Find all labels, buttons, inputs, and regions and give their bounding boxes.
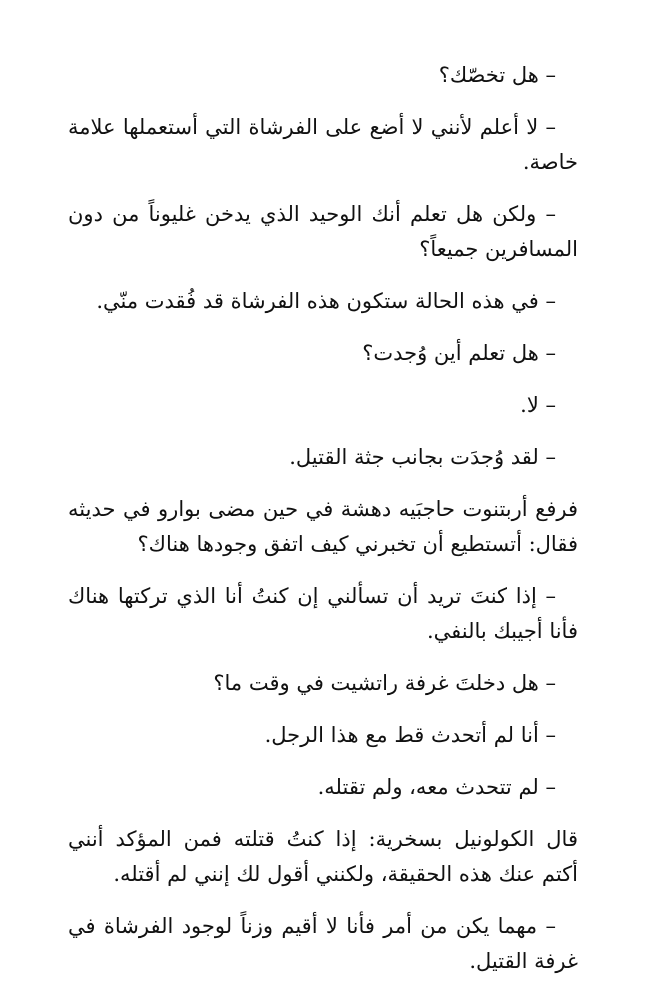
paragraph-14: – مهما يكن من أمر فأنا لا أقيم وزناً لوجود الفرشاة في غرفة القتيل.	[68, 914, 578, 973]
paragraph-7: – لقد وُجدَت بجانب جثة القتيل.	[289, 445, 556, 469]
paragraph-8: فرفع أربتنوت حاجبَيه دهشة في حين مضى بوارو في حديثه فقال: أتستطيع أن تخبرني كيف اتفق وجودها هناك؟	[68, 497, 578, 556]
paragraph-1: – هل تخصّك؟	[438, 63, 556, 87]
paragraph-13: قال الكولونيل بسخرية: إذا كنتُ قتلته فمن المؤكد أنني أكتم عنك هذه الحقيقة، ولكنني أقول لك إنني لم أقتله.	[68, 827, 578, 886]
paragraph-2: – لا أعلم لأنني لا أضع على الفرشاة التي أستعملها علامة خاصة.	[68, 115, 578, 174]
paragraph-12: – لم تتحدث معه، ولم تقتله.	[317, 775, 556, 799]
paragraph-4: – في هذه الحالة ستكون هذه الفرشاة قد فُقدت منّي.	[96, 289, 556, 313]
paragraph-6: – لا.	[520, 393, 556, 417]
page-text	[68, 58, 578, 996]
paragraph-10: – هل دخلتَ غرفة راتشيت في وقت ما؟	[213, 671, 556, 695]
paragraph-11: – أنا لم أتحدث قط مع هذا الرجل.	[264, 723, 556, 747]
paragraph-5: – هل تعلم أين وُجدت؟	[362, 341, 556, 365]
paragraph-3: – ولكن هل تعلم أنك الوحيد الذي يدخن غليوناً من دون المسافرين جميعاً؟	[68, 202, 578, 261]
paragraph-9: – إذا كنتَ تريد أن تسألني إن كنتُ أنا الذي تركتها هناك فأنا أجيبك بالنفي.	[68, 584, 578, 643]
